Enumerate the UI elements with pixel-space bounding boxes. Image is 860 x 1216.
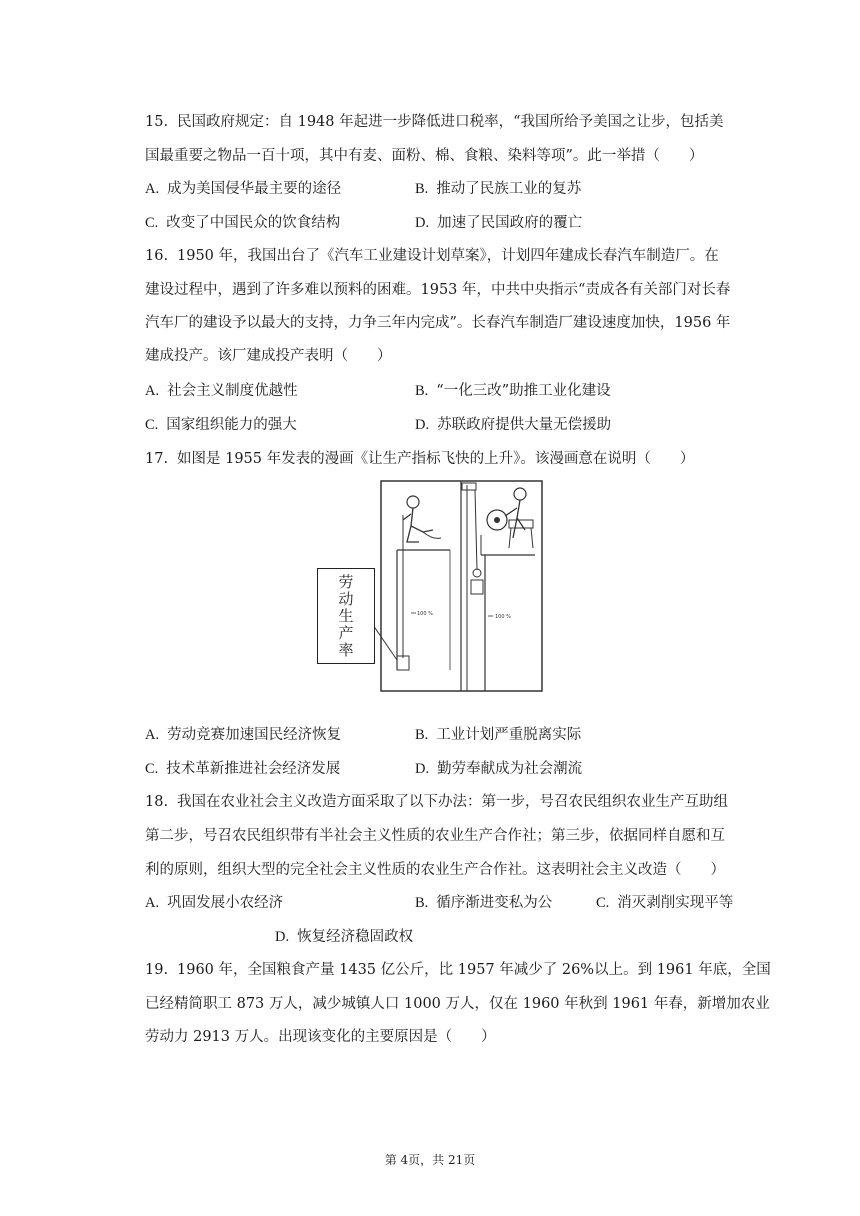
q15-option-a[interactable]: A. 成为美国侵华最主要的途径 [145,181,342,197]
q17-number: 17. [145,451,169,467]
q19-number: 19. [145,962,169,978]
q16-option-d[interactable]: D. 苏联政府提供大量无偿援助 [415,417,612,433]
q18-number: 18. [145,794,169,810]
left-mark: 100 % [417,611,433,617]
q16-line1: 16. 1950 年，我国出台了《汽车工业建设计划草案》，计划四年建成长春汽车制造厂。在 [145,248,719,264]
q16-line4: 建成投产。该厂建成投产表明（ ） [145,348,392,364]
q16-option-c[interactable]: C. 国家组织能力的强大 [145,417,297,433]
q15-line1: 15. 民国政府规定：自 1948 年起进一步降低进口税率，“我国所给予美国之让步，包括美 [145,114,724,130]
q15-option-d[interactable]: D. 加速了民国政府的覆亡 [415,215,583,231]
q16-line3: 汽车厂的建设予以最大的支持，力争三年内完成”。长春汽车制造厂建设速度加快，1956 年 [145,315,731,331]
right-mark: 100 % [495,614,511,620]
q15-number: 15. [145,114,169,130]
q18-line2: 第二步，号召农民组织带有半社会主义性质的农业生产合作社；第三步，依据同样自愿和互 [145,828,725,844]
q17-line1: 17. 如图是 1955 年发表的漫画《让生产指标飞快的上升》。该漫画意在说明（ ） [145,451,695,467]
q18-option-d[interactable]: D. 恢复经济稳固政权 [275,929,414,945]
q15-line2: 国最重要之物品一百十项，其中有麦、面粉、棉、食粮、染料等项”。此一举措（ ） [145,148,704,164]
q18-option-b[interactable]: B. 循序渐进变私为公 [415,895,553,911]
q19-line3: 劳动力 2913 万人。出现该变化的主要原因是（ ） [145,1029,496,1045]
q19-line2: 已经精简职工 873 万人，减少城镇人口 1000 万人，仅在 1960 年秋到 1961 年春，新增加农业 [145,996,770,1012]
q18-option-c[interactable]: C. 消灭剥削实现平等 [596,895,734,911]
q16-number: 16. [145,248,169,264]
q17-option-a[interactable]: A. 劳动竞赛加速国民经济恢复 [145,727,342,743]
q19-line1: 19. 1960 年，全国粮食产量 1435 亿公斤，比 1957 年减少了 26%以上。到 1961 年底，全国 [145,962,771,978]
q16-line2: 建设过程中，遇到了许多难以预料的困难。1953 年，中共中央指示“责成各有关部门对长春 [145,282,731,298]
q15-option-c[interactable]: C. 改变了中国民众的饮食结构 [145,215,341,231]
q18-line3: 利的原则，组织大型的完全社会主义性质的农业生产合作社。这表明社会主义改造（ ） [145,862,725,878]
page-footer: 第 4页，共 21页 [384,1153,476,1167]
q16-option-b[interactable]: B. “一化三改”助推工业化建设 [415,383,611,399]
q17-option-d[interactable]: D. 勤劳奉献成为社会潮流 [415,761,583,777]
q17-option-c[interactable]: C. 技术革新推进社会经济发展 [145,761,341,777]
q18-option-a[interactable]: A. 巩固发展小农经济 [145,895,284,911]
figure-caption-box: 劳 动 生 产 率 [317,568,375,664]
q15-option-b[interactable]: B. 推动了民族工业的复苏 [415,181,582,197]
q16-option-a[interactable]: A. 社会主义制度优越性 [145,383,298,399]
q17-option-b[interactable]: B. 工业计划严重脱离实际 [415,727,582,743]
q18-line1: 18. 我国在农业社会主义改造方面采取了以下办法：第一步，号召农民组织农业生产互助组 [145,794,728,810]
